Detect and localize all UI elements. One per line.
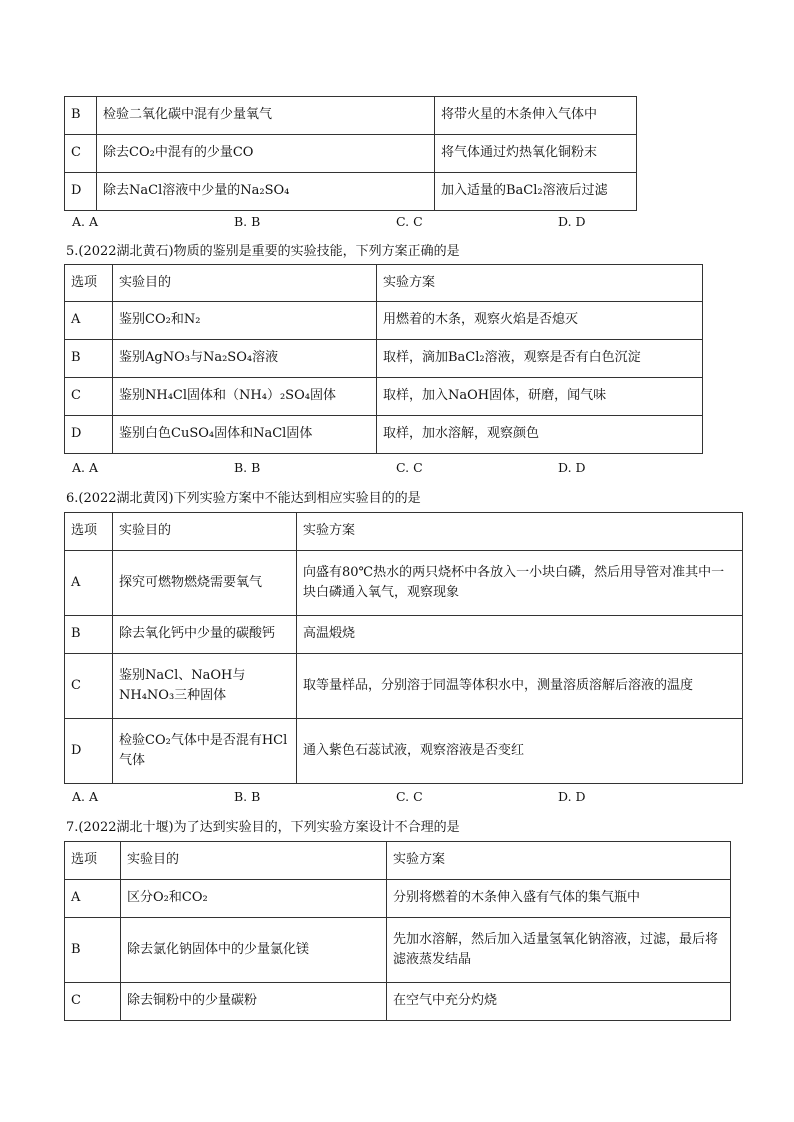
- purpose-cell: 鉴别CO₂和N₂: [113, 302, 377, 340]
- table-row: [65, 983, 731, 1021]
- plan-cell: 取样，加水溶解，观察颜色: [377, 416, 703, 454]
- purpose-cell: 检验CO₂气体中是否混有HCl气体: [113, 719, 297, 784]
- plan-cell: 用燃着的木条，观察火焰是否熄灭: [377, 302, 703, 340]
- plan-cell: 取样，加入NaOH固体，研磨，闻气味: [377, 378, 703, 416]
- table-row: [65, 616, 743, 654]
- choice-d[interactable]: D. D: [558, 789, 586, 804]
- choice-b[interactable]: B. B: [234, 460, 261, 475]
- purpose-cell: 检验二氧化碳中混有少量氧气: [97, 97, 435, 135]
- header-purpose: 实验目的: [121, 842, 387, 880]
- q4-choices: [72, 214, 712, 232]
- table-row: [65, 378, 703, 416]
- header-option: 选项: [65, 842, 121, 880]
- plan-cell: 在空气中充分灼烧: [387, 983, 731, 1021]
- purpose-cell: 除去氧化钙中少量的碳酸钙: [113, 616, 297, 654]
- option-cell: B: [65, 616, 113, 654]
- table-row: [65, 416, 703, 454]
- q6-table: [64, 512, 743, 784]
- choice-a[interactable]: A. A: [72, 214, 99, 229]
- table-row: [65, 880, 731, 918]
- purpose-cell: 区分O₂和CO₂: [121, 880, 387, 918]
- q7-stem: 7.(2022湖北十堰)为了达到实验目的，下列实验方案设计不合理的是: [66, 820, 460, 835]
- q5-choices: [72, 460, 712, 478]
- table-header-row: [65, 265, 703, 302]
- choice-b[interactable]: B. B: [234, 214, 261, 229]
- plan-cell: 通入紫色石蕊试液，观察溶液是否变红: [297, 719, 743, 784]
- plan-cell: 加入适量的BaCl₂溶液后过滤: [435, 173, 637, 211]
- table-row: [65, 918, 731, 983]
- option-cell: D: [65, 719, 113, 784]
- option-cell: D: [65, 416, 113, 454]
- table-row: [65, 173, 637, 211]
- table-row: [65, 302, 703, 340]
- table-header-row: [65, 513, 743, 551]
- header-plan: 实验方案: [297, 513, 743, 551]
- purpose-cell: 除去NaCl溶液中少量的Na₂SO₄: [97, 173, 435, 211]
- table-row: [65, 719, 743, 784]
- header-plan: 实验方案: [377, 265, 703, 302]
- q5-stem: 5.(2022湖北黄石)物质的鉴别是重要的实验技能，下列方案正确的是: [66, 244, 460, 259]
- plan-cell: 先加水溶解，然后加入适量氢氧化钠溶液，过滤，最后将滤液蒸发结晶: [387, 918, 731, 983]
- choice-c[interactable]: C. C: [396, 460, 423, 475]
- choice-a[interactable]: A. A: [72, 460, 99, 475]
- header-plan: 实验方案: [387, 842, 731, 880]
- choice-c[interactable]: C. C: [396, 214, 423, 229]
- option-cell: C: [65, 654, 113, 719]
- choice-d[interactable]: D. D: [558, 214, 586, 229]
- header-option: 选项: [65, 513, 113, 551]
- purpose-cell: 探究可燃物燃烧需要氧气: [113, 551, 297, 616]
- plan-cell: 取样，滴加BaCl₂溶液，观察是否有白色沉淀: [377, 340, 703, 378]
- purpose-cell: 除去氯化钠固体中的少量氯化镁: [121, 918, 387, 983]
- plan-cell: 分别将燃着的木条伸入盛有气体的集气瓶中: [387, 880, 731, 918]
- q5-table: [64, 264, 703, 454]
- choice-a[interactable]: A. A: [72, 789, 99, 804]
- plan-cell: 高温煅烧: [297, 616, 743, 654]
- option-cell: A: [65, 880, 121, 918]
- choice-d[interactable]: D. D: [558, 460, 586, 475]
- option-cell: B: [65, 340, 113, 378]
- q7-table: [64, 841, 731, 1021]
- table-row: [65, 551, 743, 616]
- choice-c[interactable]: C. C: [396, 789, 423, 804]
- table-row: [65, 340, 703, 378]
- q4-table: [64, 96, 637, 211]
- option-cell: B: [65, 97, 97, 135]
- option-cell: C: [65, 135, 97, 173]
- header-purpose: 实验目的: [113, 513, 297, 551]
- choice-b[interactable]: B. B: [234, 789, 261, 804]
- purpose-cell: 鉴别白色CuSO₄固体和NaCl固体: [113, 416, 377, 454]
- option-cell: D: [65, 173, 97, 211]
- header-purpose: 实验目的: [113, 265, 377, 302]
- table-row: [65, 654, 743, 719]
- option-cell: B: [65, 918, 121, 983]
- option-cell: C: [65, 983, 121, 1021]
- purpose-cell: 鉴别AgNO₃与Na₂SO₄溶液: [113, 340, 377, 378]
- option-cell: C: [65, 378, 113, 416]
- option-cell: A: [65, 551, 113, 616]
- table-header-row: [65, 842, 731, 880]
- purpose-cell: 除去铜粉中的少量碳粉: [121, 983, 387, 1021]
- header-option: 选项: [65, 265, 113, 302]
- plan-cell: 取等量样品，分别溶于同温等体积水中，测量溶质溶解后溶液的温度: [297, 654, 743, 719]
- table-row: [65, 135, 637, 173]
- q6-stem: 6.(2022湖北黄冈)下列实验方案中不能达到相应实验目的的是: [66, 491, 421, 506]
- purpose-cell: 除去CO₂中混有的少量CO: [97, 135, 435, 173]
- plan-cell: 将气体通过灼热氧化铜粉末: [435, 135, 637, 173]
- table-row: [65, 97, 637, 135]
- purpose-cell: 鉴别NaCl、NaOH与NH₄NO₃三种固体: [113, 654, 297, 719]
- plan-cell: 将带火星的木条伸入气体中: [435, 97, 637, 135]
- purpose-cell: 鉴别NH₄Cl固体和（NH₄）₂SO₄固体: [113, 378, 377, 416]
- option-cell: A: [65, 302, 113, 340]
- plan-cell: 向盛有80℃热水的两只烧杯中各放入一小块白磷，然后用导管对准其中一块白磷通入氧气，观察现象: [297, 551, 743, 616]
- q6-choices: [72, 789, 712, 807]
